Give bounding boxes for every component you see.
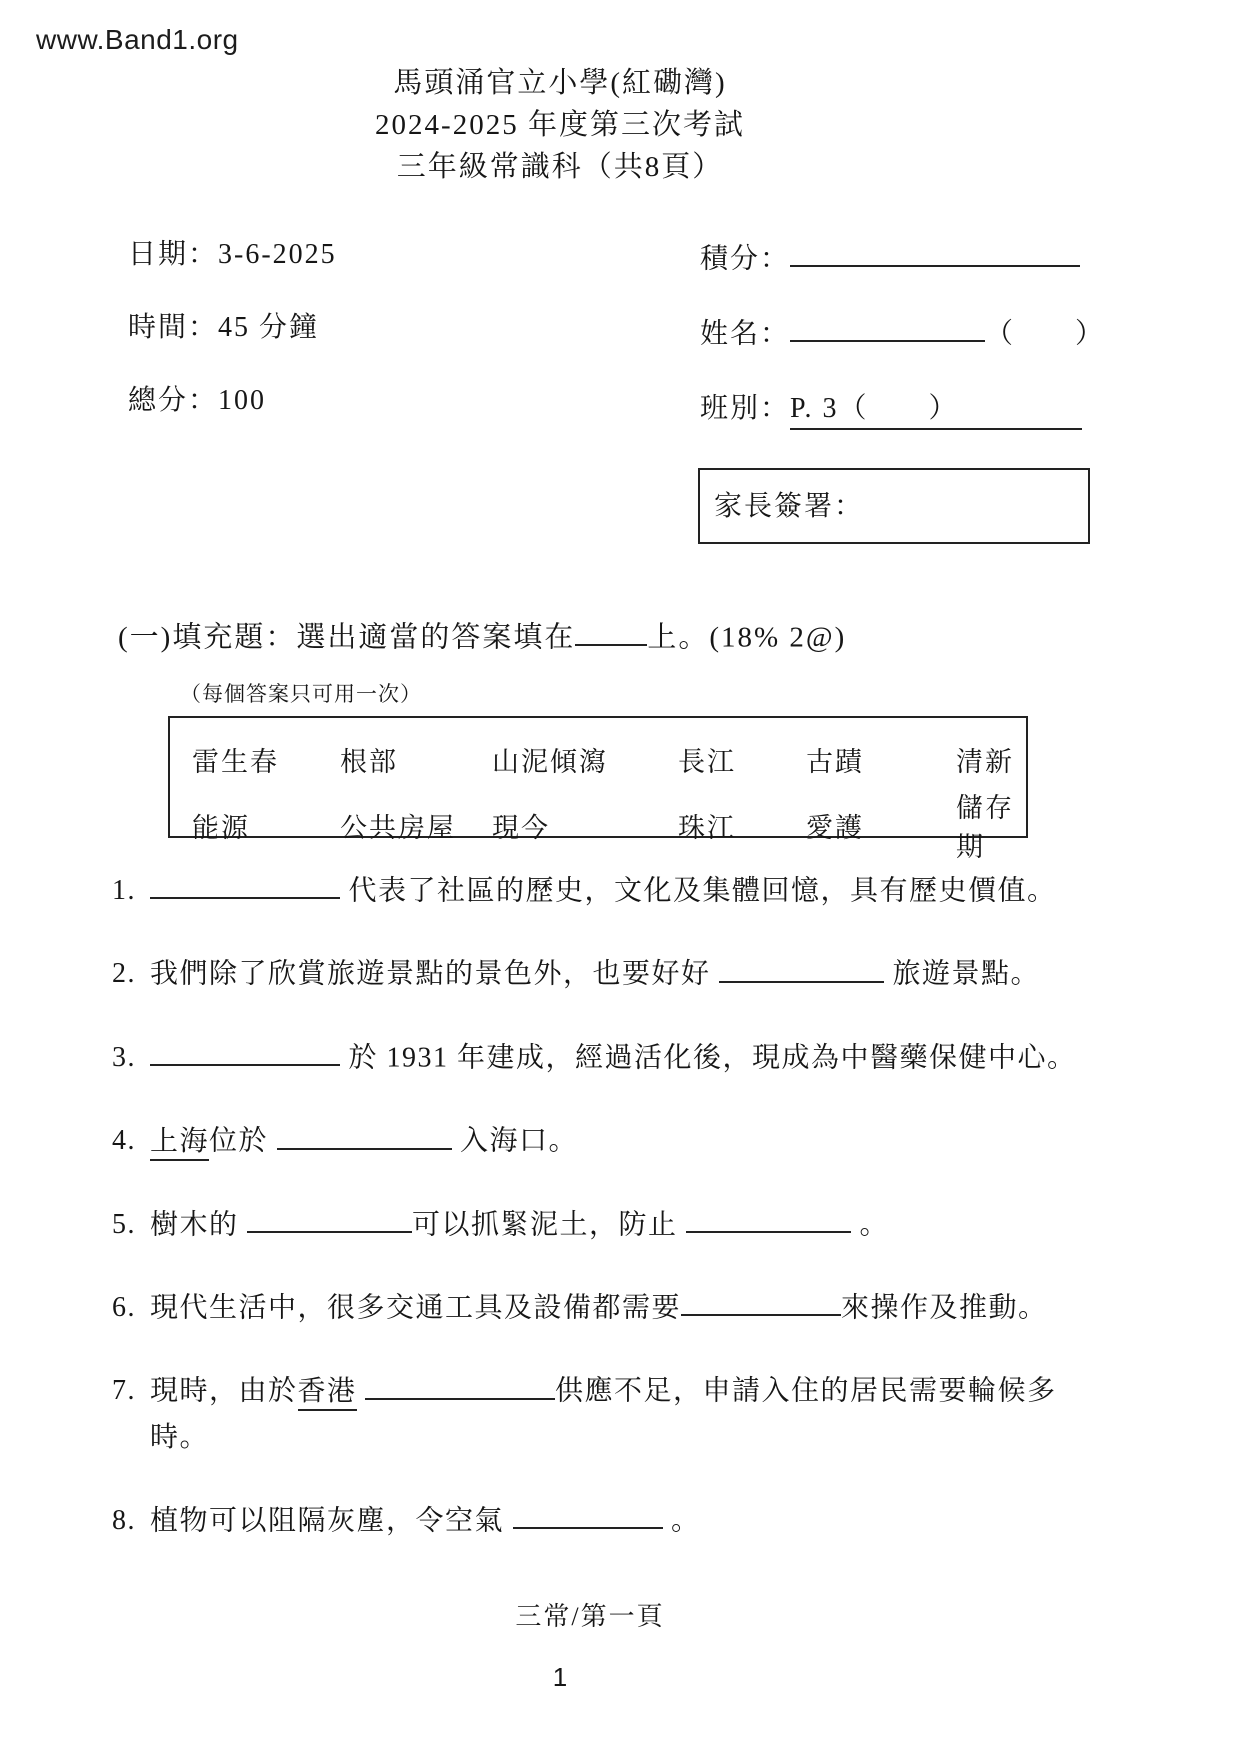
question-segment-text: 我們除了欣賞旅遊景點的景色外，也要好好	[150, 958, 720, 990]
answer-blank	[365, 1368, 555, 1399]
name-label: 姓名：	[700, 318, 791, 350]
section-heading-prefix: (一)填充題：選出適當的答案填在	[118, 621, 576, 654]
question-text	[150, 1285, 1092, 1331]
subject-line: 三年級常識科（共8頁）	[396, 151, 724, 183]
class-value-underlined: P. 3（ ）	[790, 386, 1082, 430]
answer-blank	[247, 1202, 412, 1233]
question-number: 6.	[112, 1291, 136, 1323]
question-segment-text: 來操作及推動。	[841, 1292, 1048, 1324]
word-bank-item: 古蹟	[806, 746, 864, 777]
question-segment-text: 。	[851, 1208, 890, 1240]
time-row	[128, 305, 337, 378]
question-row	[112, 868, 1092, 914]
total-value: 100	[218, 385, 267, 416]
score-blank-line	[790, 236, 1080, 267]
class-label: 班別：	[700, 393, 791, 424]
exam-title: 2024-2025 年度第三次考試	[375, 109, 745, 141]
date-label: 日期：	[128, 239, 219, 270]
word-bank-item: 愛護	[806, 812, 864, 843]
name-blank-line	[790, 311, 985, 342]
question-segment-text: 植物可以阻隔灰塵，令空氣	[150, 1505, 513, 1537]
question-number: 2.	[112, 958, 136, 990]
time-value: 45 分鐘	[218, 312, 320, 343]
question-segment-text: 可以抓緊泥土，防止	[412, 1208, 687, 1240]
question-segment-text: 。	[662, 1505, 701, 1537]
question-number: 4.	[112, 1125, 136, 1157]
question-segment-text: 旅遊景點。	[884, 958, 1041, 990]
question-segment-text: 代表了社區的歷史，文化及集體回憶，具有歷史價值。	[340, 875, 1057, 907]
paper-header	[0, 62, 1120, 188]
question-segment-text: 供應不足，申請入住的居民需要輪候多時。	[150, 1375, 1057, 1453]
word-bank-item: 能源	[192, 812, 250, 843]
answer-blank	[513, 1498, 663, 1529]
school-name: 馬頭涌官立小學(紅磡灣)	[393, 67, 727, 99]
question-text	[150, 1035, 1092, 1081]
word-bank-item: 現今	[492, 812, 550, 843]
question-row	[112, 1498, 1092, 1544]
word-bank-row	[192, 786, 1026, 862]
question-text	[150, 868, 1092, 914]
underlined-term: 香港	[298, 1376, 357, 1411]
question-row	[112, 1035, 1092, 1081]
word-bank-item: 根部	[340, 746, 398, 777]
word-bank-item: 儲存期	[956, 793, 1014, 862]
section-heading-suffix: 上。(18% 2@)	[647, 621, 847, 654]
question-segment-text: 樹木的	[150, 1208, 248, 1240]
time-label: 時間：	[128, 312, 219, 343]
score-row	[700, 236, 1105, 311]
parent-signature-box	[698, 468, 1090, 544]
name-row	[700, 311, 1105, 386]
question-text	[150, 1118, 1092, 1164]
answer-blank	[681, 1285, 841, 1316]
question-text	[150, 951, 1092, 997]
word-bank-item: 清新	[956, 746, 1014, 777]
answer-blank	[686, 1202, 851, 1233]
question-segment-text: 位於	[209, 1125, 277, 1157]
word-bank-item: 公共房屋	[340, 812, 456, 843]
info-right-column	[700, 236, 1105, 461]
question-row	[112, 1202, 1092, 1248]
questions-list	[112, 868, 1092, 1581]
word-bank-item: 長江	[678, 746, 736, 777]
question-number: 8.	[112, 1504, 136, 1536]
question-text	[150, 1368, 1092, 1460]
answer-blank	[150, 868, 340, 899]
question-number: 7.	[112, 1375, 136, 1407]
answer-blank	[150, 1035, 340, 1066]
question-text	[150, 1498, 1092, 1544]
question-segment-text: 入海口。	[451, 1125, 579, 1157]
question-segment-text: 現時，由於	[150, 1375, 298, 1407]
word-bank-row	[192, 732, 1026, 786]
question-row	[112, 1368, 1092, 1460]
question-segment-text: 現代生活中，很多交通工具及設備都需要	[150, 1292, 682, 1324]
score-label: 積分：	[700, 243, 791, 275]
question-row	[112, 1118, 1092, 1164]
question-number: 1.	[112, 875, 136, 906]
class-row	[700, 386, 1105, 461]
heading-blank-line	[575, 614, 647, 646]
word-bank-item: 珠江	[678, 812, 736, 843]
footer-page-label: 三常/第一頁	[515, 1602, 665, 1631]
total-label: 總分：	[128, 385, 219, 416]
question-row	[112, 951, 1092, 997]
watermark: www.Band1.org	[36, 24, 239, 55]
total-row	[128, 378, 337, 451]
question-segment-text	[357, 1376, 366, 1407]
underlined-term: 上海	[150, 1126, 209, 1161]
question-segment-text: 於 1931 年建成，經過活化後，現成為中醫藥保健中心。	[340, 1042, 1077, 1074]
question-text	[150, 1202, 1092, 1248]
parent-signature-label: 家長簽署：	[714, 491, 865, 522]
question-row	[112, 1285, 1092, 1331]
word-bank-item: 雷生春	[192, 746, 279, 777]
answer-blank	[277, 1118, 452, 1149]
page-number: 1	[552, 1662, 568, 1692]
date-value: 3-6-2025	[218, 239, 337, 270]
name-paren: （ ）	[985, 318, 1106, 350]
question-number: 5.	[112, 1208, 136, 1240]
answer-blank	[719, 951, 884, 982]
word-bank-item: 山泥傾瀉	[492, 746, 608, 777]
info-left-column	[128, 232, 337, 451]
date-row	[128, 232, 337, 305]
word-bank-box	[168, 716, 1028, 862]
answer-use-once-note: （每個答案只可用一次）	[180, 682, 422, 706]
question-number: 3.	[112, 1041, 136, 1073]
section-1-heading	[118, 614, 846, 655]
